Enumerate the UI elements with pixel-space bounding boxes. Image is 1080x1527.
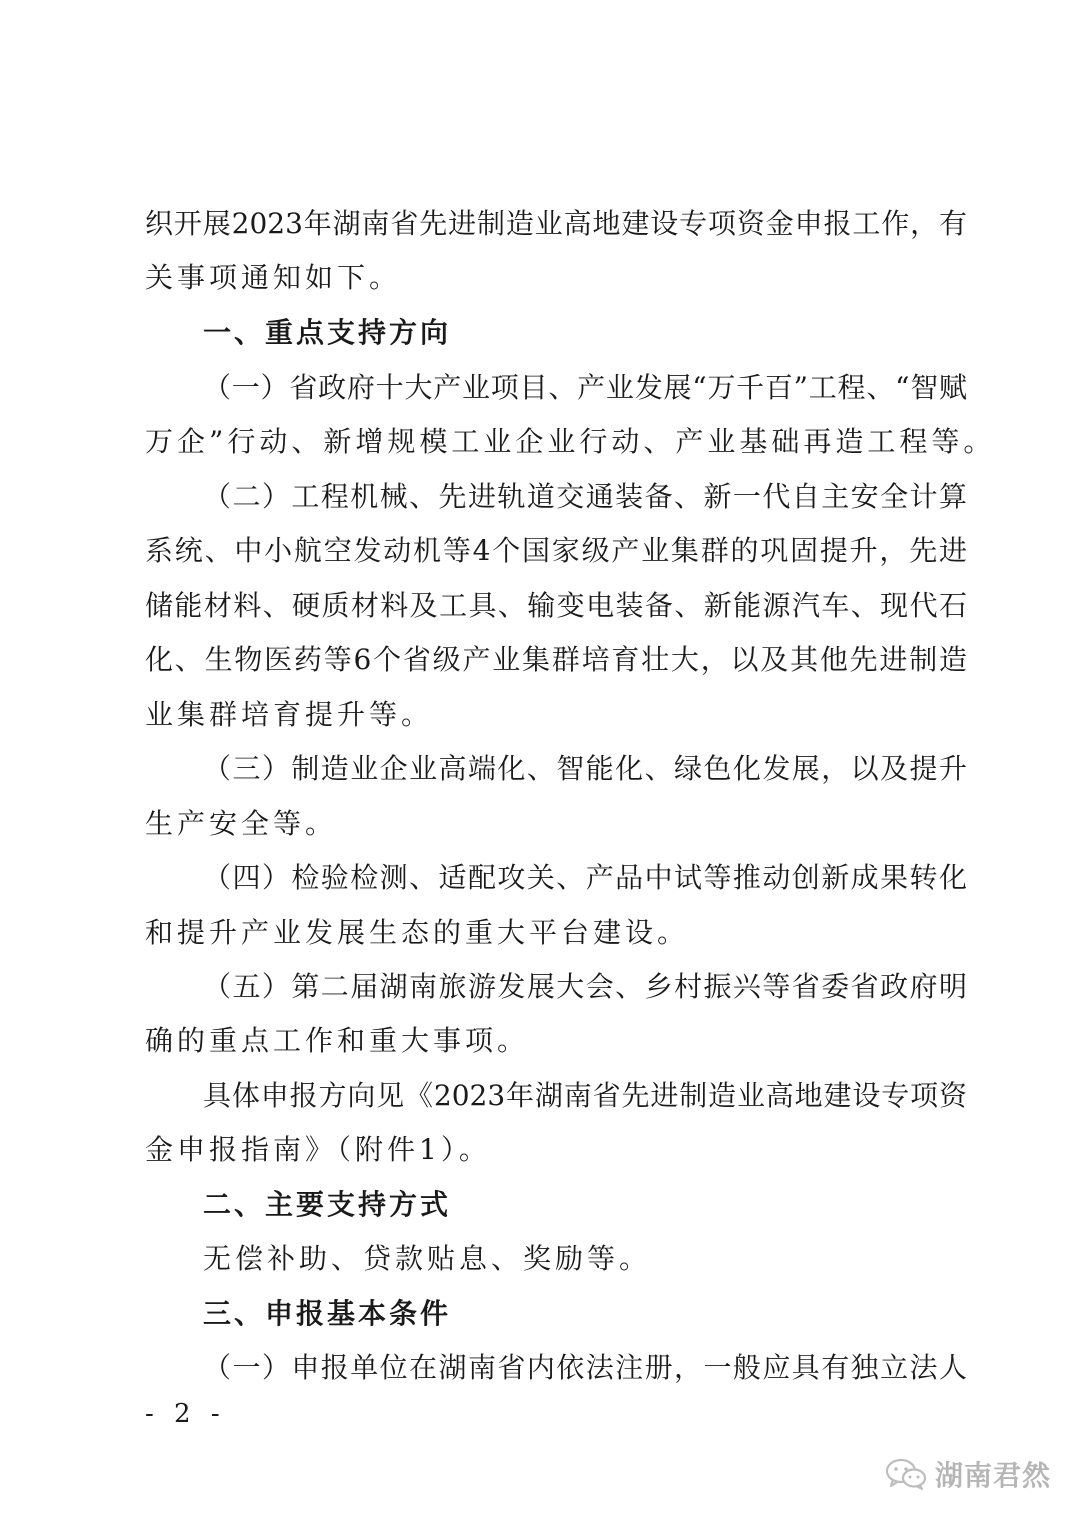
body-text-line: （五）第二届湖南旅游发展大会、乡村振兴等省委省政府明 bbox=[203, 970, 967, 1003]
body-text-line: 织开展2023年湖南省先进制造业高地建设专项资金申报工作，有 bbox=[145, 207, 967, 240]
watermark bbox=[885, 1454, 1051, 1494]
body-text-line: （一）申报单位在湖南省内依法注册，一般应具有独立法人 bbox=[203, 1351, 967, 1384]
body-text-line: 关事项通知如下。 bbox=[145, 261, 402, 294]
body-text-line: 和提升产业发展生态的重大平台建设。 bbox=[145, 916, 690, 949]
body-text-line: 业集群培育提升等。 bbox=[145, 698, 434, 731]
page-number: - 2 - bbox=[145, 1399, 226, 1429]
section-heading: 二、主要支持方式 bbox=[203, 1188, 452, 1221]
body-text-line: （四）检验检测、适配攻关、产品中试等推动创新成果转化 bbox=[203, 861, 967, 894]
wechat-icon bbox=[885, 1457, 927, 1491]
body-text-line: 生产安全等。 bbox=[145, 807, 338, 840]
watermark-text: 湖南君然 bbox=[935, 1459, 1052, 1492]
body-text-line: （二）工程机械、先进轨道交通装备、新一代自主安全计算 bbox=[203, 480, 967, 513]
body-text-line: 化、生物医药等6个省级产业集群培育壮大，以及其他先进制造 bbox=[145, 643, 967, 676]
section-heading: 三、申报基本条件 bbox=[203, 1297, 452, 1330]
body-text-line: 金申报指南》（附件1）。 bbox=[145, 1133, 491, 1166]
body-text-line: 无偿补助、贷款贴息、奖励等。 bbox=[203, 1242, 652, 1275]
body-text-line: 具体申报方向见《2023年湖南省先进制造业高地建设专项资 bbox=[203, 1079, 967, 1112]
body-text-line: 确的重点工作和重大事项。 bbox=[145, 1024, 530, 1057]
body-text-line: 储能材料、硬质材料及工具、输变电装备、新能源汽车、现代石 bbox=[145, 589, 967, 622]
section-heading: 一、重点支持方向 bbox=[203, 316, 452, 349]
body-text-line: 系统、中小航空发动机等4个国家级产业集群的巩固提升，先进 bbox=[145, 534, 967, 567]
body-text-line: （一）省政府十大产业项目、产业发展“万千百”工程、“智赋 bbox=[203, 371, 967, 404]
body-text-line: 万企”行动、新增规模工业企业行动、产业基础再造工程等。 bbox=[145, 425, 996, 458]
body-text-line: （三）制造业企业高端化、智能化、绿色化发展，以及提升 bbox=[203, 752, 967, 785]
